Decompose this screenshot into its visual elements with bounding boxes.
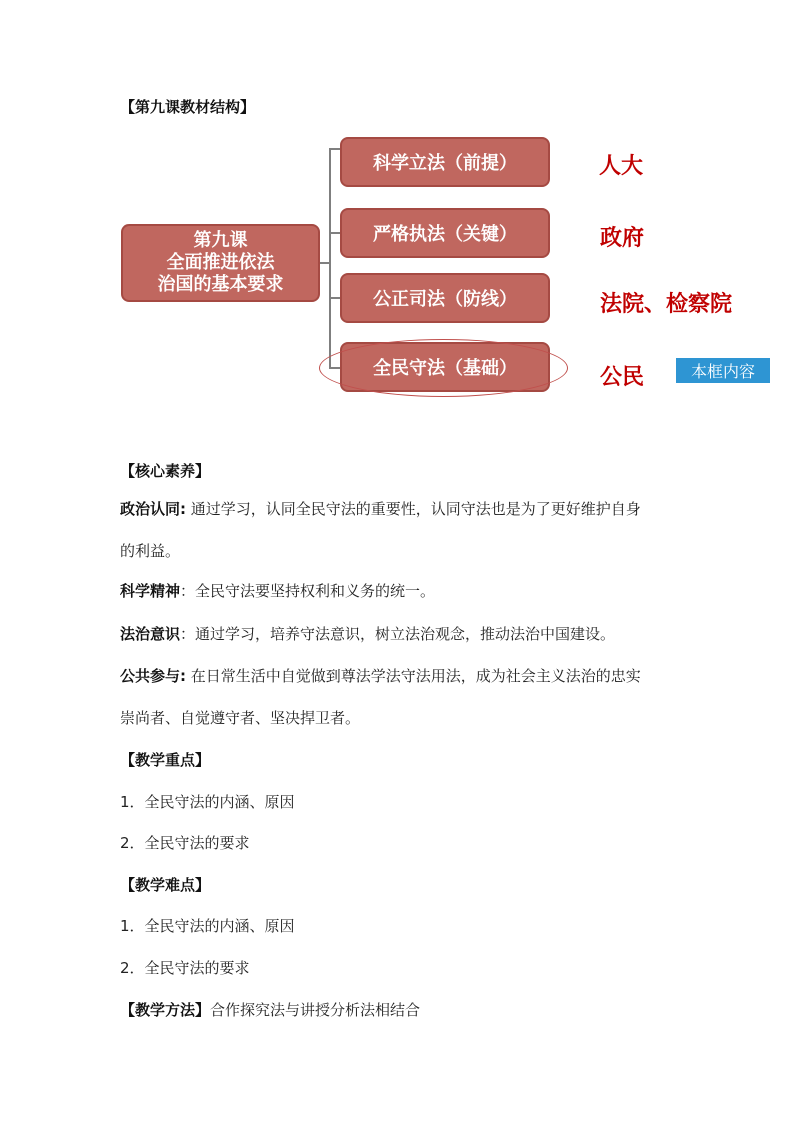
core-item-science	[120, 580, 435, 601]
main-box-line-2: 全面推进依法	[166, 252, 275, 273]
item-box-law-abiding: 全民守法（基础）	[340, 342, 550, 392]
main-box-line-3: 治国的基本要求	[157, 274, 284, 295]
item-box-enforcement: 严格执法（关键）	[340, 208, 550, 258]
core-text-law: ：通过学习，培养守法意识，树立法治观念，推动法治中国建设。	[180, 625, 616, 643]
core-heading: 【核心素养】	[120, 462, 211, 480]
core-text-public-1: 在日常生活中自觉做到尊法学法守法用法，成为社会主义法治的忠实	[190, 667, 641, 685]
item-box-judiciary: 公正司法（防线）	[340, 273, 550, 323]
methods-heading: 【教学方法】	[120, 1001, 211, 1019]
core-text-public-2: 崇尚者、自觉遵守者、坚决捍卫者。	[120, 709, 361, 727]
difficult-point-1: 1．全民守法的内涵、原因	[120, 917, 295, 935]
core-label-science: 科学精神	[120, 582, 181, 600]
core-text-science: ：全民守法要坚持权利和义务的统一。	[180, 582, 436, 600]
core-item-political	[120, 498, 641, 519]
core-text-political-2: 的利益。	[120, 542, 181, 560]
label-npc: 人大	[599, 154, 644, 179]
core-item-public	[120, 665, 641, 686]
core-label-public: 公共参与:	[120, 667, 186, 685]
core-text-political-1: 通过学习，认同全民守法的重要性，认同守法也是为了更好维护自身	[190, 500, 641, 518]
main-box-line-1: 第九课	[193, 230, 248, 251]
methods-line	[120, 999, 420, 1020]
core-item-political-cont	[120, 540, 180, 561]
label-government: 政府	[600, 226, 645, 251]
difficult-point-2: 2．全民守法的要求	[120, 959, 250, 977]
structure-heading: 【第九课教材结构】	[120, 98, 256, 116]
core-item-law	[120, 623, 615, 644]
lesson-main-box	[121, 224, 320, 302]
key-point-2: 2．全民守法的要求	[120, 834, 250, 852]
difficult-points-heading: 【教学难点】	[120, 876, 211, 894]
label-citizen: 公民	[600, 365, 645, 390]
item-box-legislation: 科学立法（前提）	[340, 137, 550, 187]
core-label-political: 政治认同:	[120, 500, 186, 518]
methods-text: 合作探究法与讲授分析法相结合	[210, 1001, 421, 1019]
key-points-heading: 【教学重点】	[120, 751, 211, 769]
key-point-1: 1．全民守法的内涵、原因	[120, 793, 295, 811]
core-label-law: 法治意识	[120, 625, 181, 643]
label-court: 法院、检察院	[600, 292, 733, 317]
this-section-tag: 本框内容	[676, 358, 770, 383]
core-item-public-cont	[120, 707, 360, 728]
connector-spine	[329, 148, 331, 368]
highlight-ellipse	[319, 339, 568, 397]
